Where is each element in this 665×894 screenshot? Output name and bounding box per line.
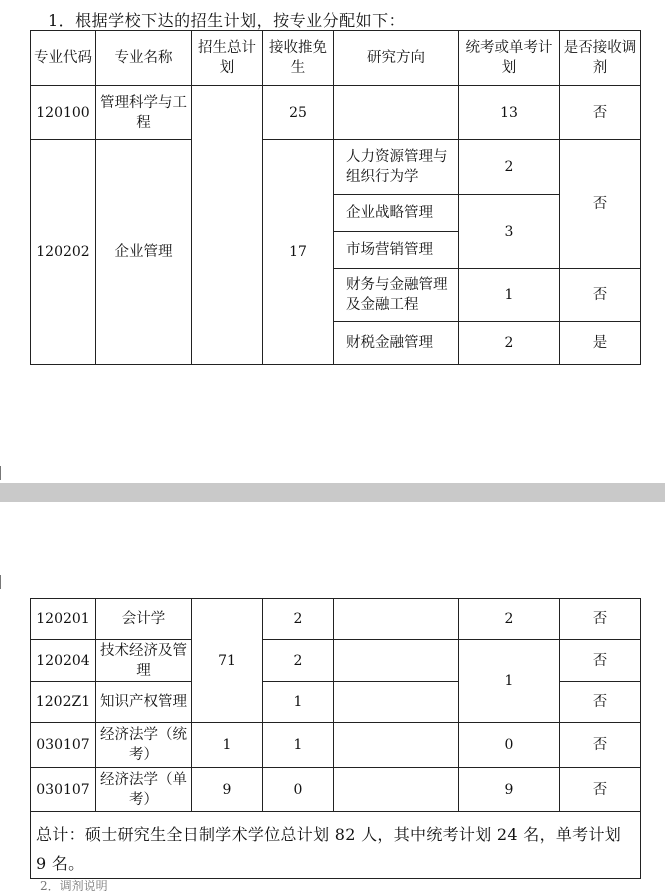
direction-cell — [334, 599, 459, 640]
total-plan: 71 — [192, 599, 263, 723]
adjust-flag: 否 — [560, 640, 641, 682]
summary-row — [31, 812, 641, 879]
page-edge-mark — [0, 466, 1, 480]
exam-count: 1 — [459, 269, 560, 322]
adjust-flag: 否 — [560, 768, 641, 812]
enrollment-table-page1 — [30, 30, 641, 365]
recommend-count: 2 — [263, 599, 334, 640]
exam-count: 0 — [459, 723, 560, 768]
adjust-flag: 否 — [560, 682, 641, 723]
direction-cell — [334, 86, 459, 140]
table-row — [31, 140, 641, 195]
header-name: 专业名称 — [96, 31, 192, 86]
major-name: 经济法学（统考） — [96, 723, 192, 768]
total-plan-cell — [192, 86, 263, 365]
exam-count: 13 — [459, 86, 560, 140]
exam-count: 9 — [459, 768, 560, 812]
major-code: 1202Z1 — [31, 682, 96, 723]
header-adjust: 是否接收调剂 — [560, 31, 641, 86]
summary-text: 总计：硕士研究生全日制学术学位总计划 82 人，其中统考计划 24 名，单考计划 9 名。 — [31, 812, 641, 879]
adjust-flag: 否 — [560, 269, 641, 322]
recommend-count: 0 — [263, 768, 334, 812]
direction-cell: 财税金融管理 — [334, 322, 459, 365]
direction-cell: 人力资源管理与组织行为学 — [334, 140, 459, 195]
direction-cell: 财务与金融管理及金融工程 — [334, 269, 459, 322]
major-code: 030107 — [31, 723, 96, 768]
table-row — [31, 86, 641, 140]
direction-cell — [334, 682, 459, 723]
header-row — [31, 31, 641, 86]
recommend-count: 1 — [263, 723, 334, 768]
major-name: 企业管理 — [96, 140, 192, 365]
table-row — [31, 640, 641, 682]
adjust-flag: 否 — [560, 723, 641, 768]
direction-cell — [334, 723, 459, 768]
major-name: 经济法学（单考） — [96, 768, 192, 812]
major-name: 会计学 — [96, 599, 192, 640]
major-name: 知识产权管理 — [96, 682, 192, 723]
header-recommend: 接收推免生 — [263, 31, 334, 86]
major-name: 管理科学与工程 — [96, 86, 192, 140]
direction-cell — [334, 640, 459, 682]
total-plan: 9 — [192, 768, 263, 812]
direction-cell: 企业战略管理 — [334, 195, 459, 232]
major-code: 120201 — [31, 599, 96, 640]
major-name: 技术经济及管理 — [96, 640, 192, 682]
major-code: 120100 — [31, 86, 96, 140]
adjust-flag: 是 — [560, 322, 641, 365]
table-row — [31, 723, 641, 768]
direction-cell — [334, 768, 459, 812]
table-row — [31, 768, 641, 812]
recommend-count: 17 — [263, 140, 334, 365]
enrollment-table-page2 — [30, 598, 641, 879]
exam-count: 2 — [459, 599, 560, 640]
header-total: 招生总计划 — [192, 31, 263, 86]
adjust-flag: 否 — [560, 86, 641, 140]
recommend-count: 25 — [263, 86, 334, 140]
page-separator — [0, 483, 665, 502]
adjust-flag: 否 — [560, 140, 641, 269]
recommend-count: 1 — [263, 682, 334, 723]
table-row — [31, 599, 641, 640]
adjust-flag: 否 — [560, 599, 641, 640]
total-plan: 1 — [192, 723, 263, 768]
recommend-count: 2 — [263, 640, 334, 682]
exam-count: 3 — [459, 195, 560, 269]
exam-count: 2 — [459, 322, 560, 365]
next-section-fragment: 2．调剂说明 — [40, 879, 108, 893]
major-code: 120202 — [31, 140, 96, 365]
header-code: 专业代码 — [31, 31, 96, 86]
direction-cell: 市场营销管理 — [334, 232, 459, 269]
exam-count: 2 — [459, 140, 560, 195]
section-heading: 1．根据学校下达的招生计划，按专业分配如下： — [48, 11, 406, 30]
header-exam: 统考或单考计划 — [459, 31, 560, 86]
page-edge-mark — [0, 575, 1, 589]
major-code: 120204 — [31, 640, 96, 682]
exam-count: 1 — [459, 640, 560, 723]
header-direction: 研究方向 — [334, 31, 459, 86]
major-code: 030107 — [31, 768, 96, 812]
